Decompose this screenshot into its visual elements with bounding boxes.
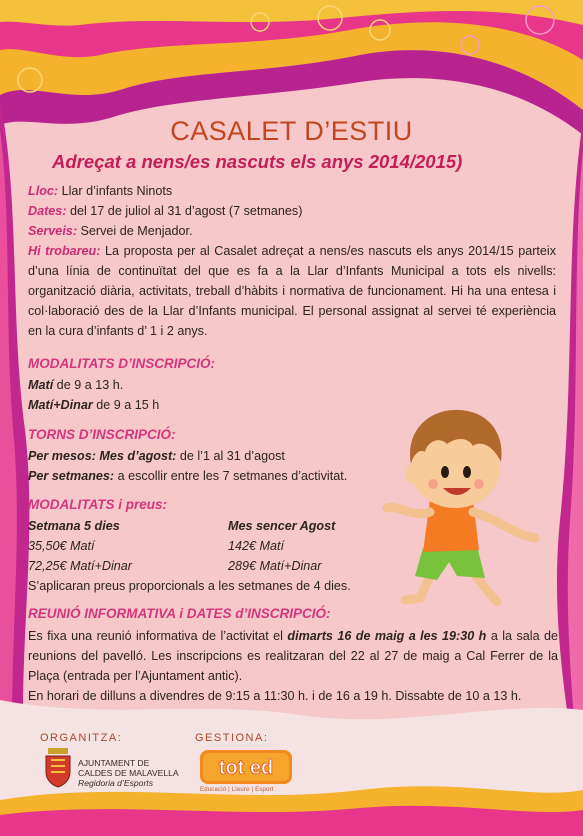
preus-heading: MODALITATS i preus:	[28, 497, 167, 512]
prices-column-month	[228, 516, 335, 576]
serveis-value: Servei de Menjador.	[77, 224, 193, 238]
serveis-label: Serveis:	[28, 224, 78, 238]
ajuntament-text	[78, 758, 179, 788]
reunio-heading: REUNIÓ INFORMATIVA i DATES d’INSCRIPCIÓ:	[28, 606, 331, 621]
modalitats-body	[28, 375, 328, 415]
logo-tagline: Educació | Lleure | Esport	[200, 787, 274, 793]
mati-value: de 9 a 13 h.	[53, 378, 124, 392]
mati-label: Matí	[28, 378, 54, 392]
organitza-label: ORGANITZA:	[40, 732, 123, 744]
ajuntament-line-2: CALDES DE MALAVELLA	[78, 768, 179, 778]
dates-label: Dates:	[28, 204, 67, 218]
matidinar-value: de 9 a 15 h	[92, 398, 160, 412]
month-header: Mes sencer Agost	[228, 519, 336, 533]
intro-section	[28, 181, 556, 341]
week-price-mati: 35,50€ Matí	[28, 539, 95, 553]
reunio-text-post: a la sala de reunions del pavelló. Les inscripcions es realitzaran del 22 al 27 de maig a Cal Ferrer de la Plaça (entrada per l’Ajuntament antic).	[28, 629, 559, 683]
reunio-date: dimarts 16 de maig a les 19:30 h	[287, 629, 487, 643]
per-setmanes-value: a escollir entre les 7 setmanes d’activitat.	[114, 469, 348, 483]
horari-line: En horari de dilluns a divendres de 9:15 a 11:30 h. i de 16 a 19 h. Dissabte de 10 a 13 h.	[28, 689, 522, 703]
per-setmanes-label: Per setmanes:	[28, 469, 115, 483]
week-header: Setmana 5 dies	[28, 519, 120, 533]
serveis-line	[28, 221, 556, 241]
ajuntament-line-3: Regidoria d’Esports	[78, 778, 153, 788]
reunio-paragraph	[28, 626, 558, 686]
coat-of-arms-icon	[42, 748, 74, 788]
dates-value: del 17 de juliol al 31 d’agost (7 setmanes)	[66, 204, 303, 218]
month-price-matidinar: 289€ Matí+Dinar	[228, 559, 322, 573]
torns-heading: TORNS D’INSCRIPCIÓ:	[28, 427, 176, 442]
month-price-mati: 142€ Matí	[228, 539, 285, 553]
per-mesos-value: de l’1 al 31 d’agost	[176, 449, 285, 463]
page-subtitle: Adreçat a nens/es nascuts els anys 2014/2015)	[52, 151, 463, 172]
hi-trobareu-value: La proposta per al Casalet adreçat a nens/es nascuts els anys 2014/15 parteix d’una línia de continuïtat del que es fa a la Llar d’Infants Municipal a tots els nivells: organització diària, activitats, treball d’hàbits i normativa de funcionament. Hi ha una entesa i col·laboració des de la Llar d’Infants municipal. El personal assignat al servei té experiència en la cura d’infants d’ 1 i 2 anys.	[28, 244, 556, 338]
per-mesos-label: Per mesos: Mes d’agost:	[28, 449, 177, 463]
tot-ed-logo	[200, 750, 292, 784]
reunio-text-pre: Es fixa una reunió informativa de l’activitat el	[28, 629, 288, 643]
reunio-body	[28, 626, 558, 706]
logo-wordmark: tot ed	[218, 757, 274, 779]
matidinar-label: Matí+Dinar	[28, 398, 93, 412]
torns-body	[28, 446, 388, 486]
modalitats-heading: MODALITATS D’INSCRIPCIÓ:	[28, 356, 215, 371]
lloc-line	[28, 181, 556, 201]
page-title: CASALET D’ESTIU	[170, 116, 413, 146]
lloc-label: Lloc:	[28, 184, 59, 198]
lloc-value: Llar d’infants Ninots	[58, 184, 173, 198]
prices-column-week	[28, 516, 132, 576]
week-price-matidinar: 72,25€ Matí+Dinar	[28, 559, 132, 573]
prices-table	[28, 516, 428, 596]
prices-note: S’aplicaran preus proporcionals a les setmanes de 4 dies.	[28, 579, 351, 593]
gestiona-label: GESTIONA:	[195, 732, 269, 744]
hi-trobareu-label: Hi trobareu:	[28, 244, 101, 258]
hi-trobareu-paragraph	[28, 241, 556, 341]
ajuntament-line-1: AJUNTAMENT DE	[78, 758, 150, 768]
dates-line	[28, 201, 556, 221]
